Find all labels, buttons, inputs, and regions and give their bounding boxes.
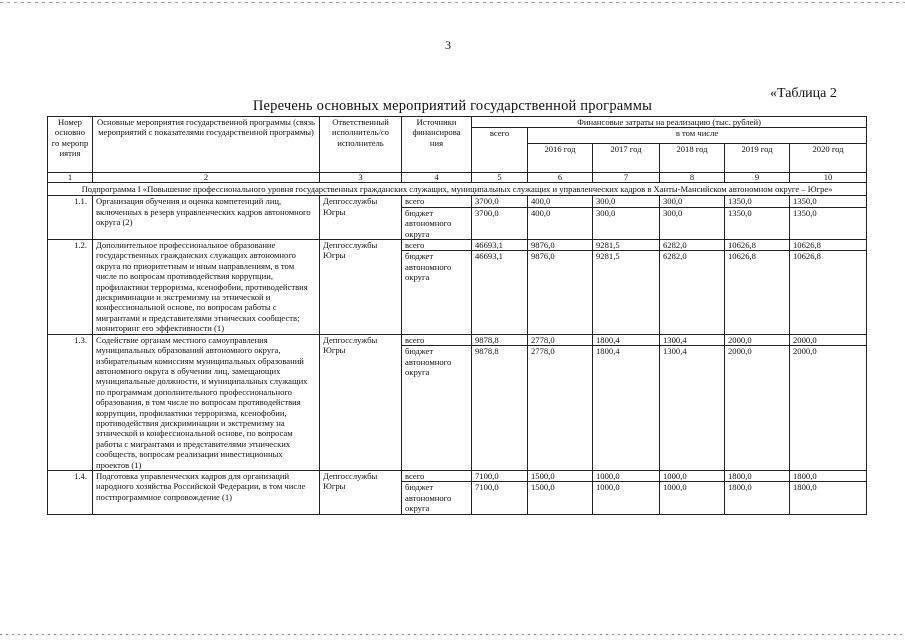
amount-cell — [593, 240, 660, 335]
amount-cell — [790, 470, 867, 514]
value-total: 1800,0 — [725, 471, 789, 482]
value-total: 1300,4 — [660, 335, 724, 346]
funding-sources — [402, 470, 472, 514]
column-number-row — [48, 173, 867, 183]
amount-cell — [593, 196, 660, 240]
value-total: 1500,0 — [528, 471, 592, 482]
activity-executor — [320, 240, 402, 335]
amount-cell — [593, 334, 660, 470]
column-number: 4 — [402, 173, 472, 183]
amount-cell — [472, 196, 528, 240]
source-total: всего — [402, 196, 471, 207]
value-total: 7100,0 — [472, 471, 527, 482]
cell-text: Депгосслужбы Югры — [323, 334, 378, 356]
column-number: 5 — [472, 173, 528, 183]
value-budget: 2000,0 — [793, 346, 817, 357]
header-row-1 — [48, 117, 867, 128]
activity-number — [48, 470, 93, 514]
table-row — [48, 334, 867, 470]
value-total: 2778,0 — [528, 335, 592, 346]
value-budget: 1350,0 — [793, 207, 817, 218]
subprogram-title: Подпрограмма I «Повышение профессионального уровня государственных гражданских служащих, муниципальных служащих и управленческих кадров в Ханты-Мансийском автономном округе – Югре» — [48, 183, 867, 196]
activity-number — [48, 240, 93, 335]
amount-cell — [790, 240, 867, 335]
column-number: 2 — [93, 173, 320, 183]
activity-name — [93, 196, 320, 240]
value-total: 1000,0 — [660, 471, 724, 482]
source-budget: бюджет автономного округа — [405, 207, 452, 239]
amount-cell — [790, 196, 867, 240]
source-total: всего — [402, 335, 471, 346]
cell-text: 1.2. — [74, 240, 87, 251]
value-budget: 400,0 — [531, 207, 551, 218]
activity-executor — [320, 334, 402, 470]
value-total: 10626,8 — [725, 240, 789, 251]
column-number: 9 — [725, 173, 790, 183]
value-budget: 1800,0 — [793, 482, 817, 493]
value-budget: 9878,8 — [475, 346, 499, 357]
value-budget: 46693,1 — [475, 251, 503, 262]
column-number: 10 — [790, 173, 867, 183]
value-budget: 1300,4 — [663, 346, 687, 357]
amount-cell — [725, 470, 790, 514]
header-year: 2019 год — [725, 144, 790, 173]
activity-executor — [320, 470, 402, 514]
cell-text: Депгосслужбы Югры — [323, 240, 378, 261]
value-budget: 1800,0 — [728, 482, 752, 493]
value-total: 3700,0 — [472, 196, 527, 207]
source-total: всего — [402, 471, 471, 482]
source-budget: бюджет автономного округа — [405, 251, 452, 283]
amount-cell — [472, 240, 528, 335]
value-total: 300,0 — [593, 196, 659, 207]
value-budget: 1800,4 — [596, 346, 620, 357]
amount-cell — [528, 240, 593, 335]
activity-name — [93, 240, 320, 335]
column-number: 1 — [48, 173, 93, 183]
document-title: Перечень основных мероприятий государственной программы — [252, 98, 653, 114]
header-year: 2020 год — [790, 144, 867, 173]
value-total: 9878,8 — [472, 335, 527, 346]
value-budget: 10626,8 — [728, 251, 756, 262]
cell-text: 1.1. — [74, 196, 87, 207]
amount-cell — [472, 334, 528, 470]
amount-cell — [472, 470, 528, 514]
scan-artifact-top — [0, 2, 905, 3]
source-budget: бюджет автономного округа — [405, 346, 452, 377]
column-number: 7 — [593, 173, 660, 183]
page-number: 3 — [445, 38, 451, 52]
value-budget: 1500,0 — [531, 482, 555, 493]
cell-text: Содействие органам местного самоуправления муниципальных образований автономного округа, избирательным комиссиям муниципальных образований автономного округа в обучении лиц, замещающих муниципальные должности, и муниципальных служащих по программам дополнительного профессионального образования, в том числе по вопросам противодействия коррупции, профилактики терроризма, ксенофобии, противодействия дискриминации и экстремизму на этнической и конфессиональной основе, по вопросам работы с мигрантами и представителями этнических сообществ, вопросам реализации инвестиционных проектов (1) — [96, 334, 308, 470]
value-budget: 7100,0 — [475, 482, 499, 493]
source-budget: бюджет автономного округа — [405, 482, 452, 514]
value-total: 1350,0 — [725, 196, 789, 207]
header-total: всего — [472, 128, 528, 173]
cell-text: 1.3. — [74, 334, 87, 345]
amount-cell — [660, 196, 725, 240]
cell-text: Депгосслужбы Югры — [323, 470, 378, 492]
value-total: 2000,0 — [725, 335, 789, 346]
value-total: 1800,0 — [790, 471, 866, 482]
value-total: 1800,4 — [593, 335, 659, 346]
amount-cell — [725, 334, 790, 470]
funding-sources — [402, 196, 472, 240]
header-executor: Ответственный исполнитель/со исполнитель — [320, 117, 402, 173]
amount-cell — [528, 196, 593, 240]
amount-cell — [725, 240, 790, 335]
value-budget: 2778,0 — [531, 346, 555, 357]
value-total: 1000,0 — [593, 471, 659, 482]
column-number: 8 — [660, 173, 725, 183]
funding-sources — [402, 240, 472, 335]
cell-text: 1.4. — [74, 470, 87, 481]
value-budget: 9876,0 — [531, 251, 555, 262]
value-total: 400,0 — [528, 196, 592, 207]
activity-name — [93, 470, 320, 514]
program-table — [47, 116, 867, 515]
amount-cell — [790, 334, 867, 470]
value-total: 9876,0 — [528, 240, 592, 251]
value-budget: 300,0 — [663, 207, 683, 218]
table-label: «Таблица 2 — [770, 86, 837, 101]
amount-cell — [593, 470, 660, 514]
amount-cell — [528, 470, 593, 514]
header-financial-costs: Финансовые затраты на реализацию (тыс. рублей) — [472, 117, 867, 128]
column-number: 3 — [320, 173, 402, 183]
value-total: 300,0 — [660, 196, 724, 207]
value-budget: 300,0 — [596, 207, 616, 218]
value-budget: 9281,5 — [596, 251, 620, 262]
amount-cell — [660, 470, 725, 514]
header-sources: Источники финансирова ния — [402, 117, 472, 173]
value-budget: 3700,0 — [475, 207, 499, 218]
value-total: 46693,1 — [472, 240, 527, 251]
value-total: 10626,8 — [790, 240, 866, 251]
table-row — [48, 240, 867, 335]
subprogram-row — [48, 183, 867, 196]
funding-sources — [402, 334, 472, 470]
activity-number — [48, 196, 93, 240]
value-total: 9281,5 — [593, 240, 659, 251]
value-budget: 1000,0 — [663, 482, 687, 493]
header-number: Номер основно го меропр иятия — [48, 117, 93, 173]
amount-cell — [528, 334, 593, 470]
cell-text: Дополнительное профессиональное образование государственных гражданских служащих автономного округа по приоритетным и иным направлениям, в том числе по вопросам противодействия коррупции, профилактики терроризма, ксенофобии, противодействия дискриминации и экстремизму на этнической и конфессиональной основе, по вопросам работы с мигрантами и представителями этнических сообществ; мониторинг его эффективности (1) — [96, 240, 308, 334]
value-budget: 6282,0 — [663, 251, 687, 262]
value-total: 1350,0 — [790, 196, 866, 207]
column-number: 6 — [528, 173, 593, 183]
activity-executor — [320, 196, 402, 240]
value-total: 2000,0 — [790, 335, 866, 346]
scan-artifact-bottom — [0, 634, 905, 635]
table-row — [48, 196, 867, 240]
cell-text: Организация обучения и оценка компетенций лиц, включенных в резерв управленческих кадров автономного округа (2) — [96, 196, 311, 228]
cell-text: Подготовка управленческих кадров для организаций народного хозяйства Российской Федерации, в том числе постпрограммное сопровождение (1) — [96, 470, 306, 502]
value-total: 6282,0 — [660, 240, 724, 251]
value-budget: 1000,0 — [596, 482, 620, 493]
cell-text: Депгосслужбы Югры — [323, 196, 378, 217]
header-year: 2018 год — [660, 144, 725, 173]
activity-number — [48, 334, 93, 470]
source-total: всего — [402, 240, 471, 251]
value-budget: 2000,0 — [728, 346, 752, 357]
table-row — [48, 470, 867, 514]
header-activities: Основные мероприятия государственной программы (связь мероприятий с показателями государственной программы) — [93, 117, 320, 173]
amount-cell — [660, 334, 725, 470]
header-year: 2016 год — [528, 144, 593, 173]
amount-cell — [660, 240, 725, 335]
activity-name — [93, 334, 320, 470]
value-budget: 1350,0 — [728, 207, 752, 218]
amount-cell — [725, 196, 790, 240]
header-including: в том числе — [528, 128, 867, 144]
header-year: 2017 год — [593, 144, 660, 173]
value-budget: 10626,8 — [793, 251, 821, 262]
